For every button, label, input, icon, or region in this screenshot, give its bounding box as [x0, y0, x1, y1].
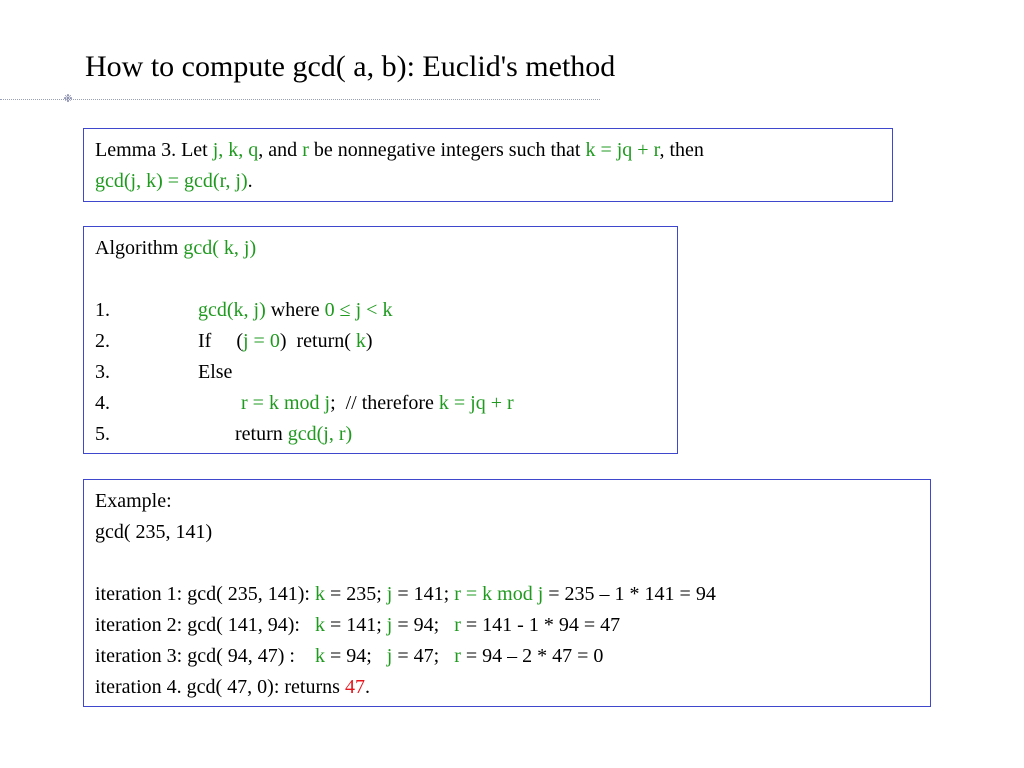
lemma-equation: k = jq + r	[585, 139, 660, 161]
lemma-text: .	[247, 170, 253, 192]
algorithm-label: Algorithm	[95, 237, 184, 259]
algo-recursive-call: gcd(j, r)	[287, 423, 353, 445]
iteration-var: j	[386, 583, 393, 605]
algo-assignment: r = k mod j	[241, 392, 331, 414]
algorithm-line-5	[95, 419, 666, 450]
example-blank	[95, 548, 919, 579]
algorithm-blank	[95, 264, 666, 295]
iteration-text: = 94;	[392, 614, 455, 636]
iteration-text: = 94 – 2 * 47 = 0	[460, 645, 604, 667]
iteration-text: iteration 3: gcd( 94, 47) :	[95, 645, 315, 667]
lemma-line-2	[95, 166, 881, 197]
divider-ornament-icon: ❉	[63, 93, 73, 105]
lemma-line-1	[95, 135, 881, 166]
iteration-text: iteration 4. gcd( 47, 0): returns	[95, 676, 345, 698]
algo-call: gcd(k, j)	[198, 299, 266, 321]
line-number: 1.	[95, 299, 110, 321]
algo-text: If (	[198, 330, 243, 352]
algo-text: ) return(	[279, 330, 356, 352]
iteration-text: = 141;	[324, 614, 387, 636]
iteration-var: r = k mod j	[454, 583, 544, 605]
iteration-var: k	[314, 583, 325, 605]
algo-condition: j = 0	[242, 330, 280, 352]
algo-var: k	[355, 330, 366, 352]
lemma-text: , then	[659, 139, 704, 161]
iteration-var: k	[314, 645, 325, 667]
iteration-2	[95, 610, 919, 641]
slide-title: How to compute gcd( a, b): Euclid's method	[85, 50, 616, 83]
algorithm-signature: gcd( k, j)	[183, 237, 257, 259]
line-number: 3.	[95, 361, 110, 383]
algorithm-box	[83, 226, 678, 454]
iteration-text: iteration 2: gcd( 141, 94):	[95, 614, 315, 636]
algo-condition: 0 ≤ j < k	[324, 299, 393, 321]
algorithm-heading	[95, 233, 666, 264]
example-box	[83, 479, 931, 707]
iteration-var: r	[454, 614, 461, 636]
example-call: gcd( 235, 141)	[95, 521, 213, 543]
algo-equation: k = jq + r	[438, 392, 514, 414]
algo-text: return	[235, 423, 288, 445]
algo-text: where	[265, 299, 325, 321]
iteration-3	[95, 641, 919, 672]
final-result: 47	[344, 676, 365, 698]
lemma-vars: j, k, q	[212, 139, 259, 161]
iteration-text: = 47;	[392, 645, 455, 667]
iteration-var: r	[454, 645, 461, 667]
algo-text: ; // therefore	[330, 392, 439, 414]
algorithm-line-1	[95, 295, 666, 326]
iteration-text: .	[364, 676, 370, 698]
iteration-4	[95, 672, 919, 703]
iteration-text: = 141 - 1 * 94 = 47	[460, 614, 621, 636]
algorithm-line-4	[95, 388, 666, 419]
lemma-text: be nonnegative integers such that	[308, 139, 586, 161]
iteration-var: j	[386, 614, 393, 636]
algorithm-line-3	[95, 357, 666, 388]
algorithm-line-2	[95, 326, 666, 357]
title-divider	[0, 99, 600, 100]
iteration-var: k	[314, 614, 325, 636]
lemma-var-r: r	[302, 139, 309, 161]
lemma-text: , and	[258, 139, 303, 161]
lemma-conclusion: gcd(j, k) = gcd(r, j)	[95, 170, 248, 192]
lemma-box	[83, 128, 893, 202]
iteration-text: = 141;	[392, 583, 455, 605]
iteration-var: j	[386, 645, 393, 667]
iteration-text: iteration 1: gcd( 235, 141):	[95, 583, 315, 605]
iteration-text: = 235;	[324, 583, 387, 605]
iteration-1	[95, 579, 919, 610]
iteration-text: = 94;	[324, 645, 387, 667]
algo-text: Else	[198, 361, 233, 383]
algo-text: )	[365, 330, 373, 352]
line-number: 5.	[95, 423, 110, 445]
iteration-text: = 235 – 1 * 141 = 94	[543, 583, 716, 605]
example-heading: Example:	[95, 490, 172, 512]
line-number: 4.	[95, 392, 110, 414]
line-number: 2.	[95, 330, 110, 352]
lemma-text: Lemma 3. Let	[95, 139, 213, 161]
